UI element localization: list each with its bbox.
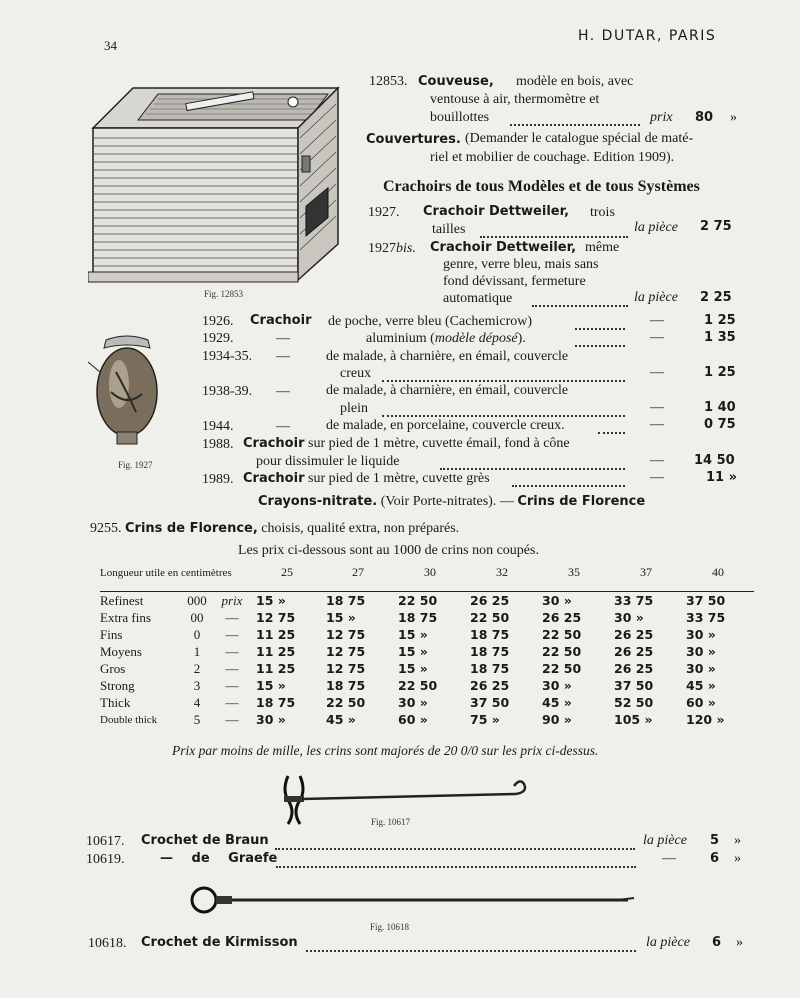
- price-cell: 45 »: [542, 695, 572, 710]
- price-cell: 22 50: [326, 695, 366, 710]
- couvertures-name: Couvertures.: [366, 132, 461, 147]
- price-cell: 11 25: [256, 644, 296, 659]
- price-cell: 45 »: [326, 712, 356, 727]
- table-row: [100, 694, 754, 711]
- price-cell: 12 75: [326, 661, 366, 676]
- item-1926-dash: —: [650, 313, 664, 328]
- crachoir-1927-line1: trois: [590, 205, 615, 220]
- price-cell: 22 50: [542, 644, 582, 659]
- price-cell: 22 50: [398, 678, 438, 693]
- crochet-kirmisson-illustration: [188, 884, 638, 918]
- crayons-name2: Crins de Florence: [517, 494, 646, 509]
- crochet-10618-suffix: »: [736, 935, 743, 950]
- table-row: [100, 592, 754, 610]
- price-cell: 30 »: [542, 678, 572, 693]
- crochet-10619-name: — de Graefe: [160, 851, 278, 866]
- price-cell: 22 50: [542, 661, 582, 676]
- item-1938-name: —: [276, 384, 290, 399]
- couveuse-line3: bouillottes: [430, 110, 490, 125]
- price-cell: 18 75: [398, 610, 438, 625]
- length-header: 32: [496, 565, 508, 579]
- grade-mark: —: [225, 643, 239, 659]
- crachoir-1927bis-line3: fond dévissant, fermeture: [443, 274, 586, 289]
- price-cell: 26 25: [470, 593, 510, 608]
- table-row: [100, 643, 754, 660]
- length-header: 40: [712, 565, 724, 579]
- crochet-10618-ref: 10618.: [88, 936, 127, 951]
- grade-number: 1: [193, 643, 201, 659]
- crachoirs-title: Crachoirs de tous Modèles et de tous Systèmes: [383, 178, 700, 195]
- crayons-desc: (Voir Porte-nitrates).: [380, 494, 497, 509]
- length-header: 25: [281, 565, 293, 579]
- col-label: Longueur utile en centimètres: [100, 566, 232, 579]
- leader-dots: [275, 848, 635, 850]
- grade-number: 000: [187, 592, 207, 608]
- item-1934-price: 1 25: [704, 365, 736, 380]
- crochet-10618-unit: la pièce: [646, 935, 690, 950]
- price-cell: 15 »: [398, 661, 428, 676]
- couveuse-price-suffix: »: [730, 110, 737, 125]
- crachoir-1927-unit: la pièce: [634, 220, 678, 235]
- crayons-line: [258, 494, 645, 510]
- grade-number: 2: [193, 660, 201, 676]
- price-cell: 18 75: [256, 695, 296, 710]
- price-cell: 26 25: [614, 661, 654, 676]
- price-cell: 22 50: [470, 610, 510, 625]
- grade-mark: —: [225, 677, 239, 693]
- price-cell: 12 75: [326, 644, 366, 659]
- crochet-10619-unit: —: [662, 851, 676, 866]
- item-1934-desc: de malade, à charnière, en émail, couvercle: [326, 349, 569, 364]
- price-cell: 30 »: [542, 593, 572, 608]
- crochet-10618-name: Crochet de Kirmisson: [141, 935, 298, 950]
- crins-price-table: [100, 564, 754, 728]
- crochet-10617-name: Crochet de Braun: [141, 833, 269, 848]
- price-cell: 15 »: [398, 627, 428, 642]
- couvertures-line1: (Demander le catalogue spécial de maté-: [465, 131, 694, 146]
- item-1988-dash: —: [650, 453, 664, 468]
- crochet-10617-unit: la pièce: [643, 833, 687, 848]
- item-1934-ref: 1934-35.: [202, 349, 253, 364]
- price-cell: 37 50: [614, 678, 654, 693]
- leader-dots: [306, 950, 636, 952]
- item-1929-name: —: [276, 331, 290, 346]
- leader-dots: [575, 345, 625, 347]
- price-cell: 22 50: [398, 593, 438, 608]
- item-1944-ref: 1944.: [202, 419, 234, 434]
- table-row: [100, 609, 754, 626]
- crachoir-1927bis-ref: 1927bis.: [368, 241, 416, 256]
- item-1989-ref: 1989.: [202, 472, 234, 487]
- price-cell: 52 50: [614, 695, 654, 710]
- item-1988-price: 14 50: [694, 453, 735, 468]
- crachoir-1927bis-unit: la pièce: [634, 290, 678, 305]
- crins-ref: 9255.: [90, 521, 122, 536]
- crins-line: [90, 521, 459, 537]
- price-cell: 37 50: [470, 695, 510, 710]
- item-1929-ref: 1929.: [202, 331, 234, 346]
- crochet-10619-ref: 10619.: [86, 852, 125, 867]
- length-header: 30: [424, 565, 436, 579]
- item-1988-ref: 1988.: [202, 437, 234, 452]
- price-cell: 11 25: [256, 661, 296, 676]
- crachoir-1927-ref: 1927.: [368, 205, 400, 220]
- price-cell: 33 75: [686, 610, 726, 625]
- crachoir-1927bis-line1: même: [585, 240, 620, 255]
- price-cell: 30 »: [686, 661, 716, 676]
- item-1944-desc: de malade, en porcelaine, couvercle creux.: [326, 418, 565, 433]
- price-cell: 18 75: [470, 661, 510, 676]
- price-cell: 18 75: [470, 644, 510, 659]
- grade-mark: —: [225, 694, 239, 710]
- item-1938-price: 1 40: [704, 400, 736, 415]
- price-cell: 90 »: [542, 712, 572, 727]
- couveuse-price: 80: [695, 110, 714, 125]
- grade-number: 5: [193, 711, 201, 727]
- grade-mark: —: [225, 626, 239, 642]
- crachoir-1927bis-line2: genre, verre bleu, mais sans: [443, 257, 599, 272]
- item-1944-dash: —: [650, 417, 664, 432]
- item-1938-ref: 1938-39.: [202, 384, 253, 399]
- grade-name: Refinest: [100, 592, 144, 608]
- crins-footnote: Prix par moins de mille, les crins sont majorés de 20 0/0 sur les prix ci-dessus.: [172, 743, 599, 758]
- leader-dots: [598, 432, 625, 434]
- price-cell: 26 25: [542, 610, 582, 625]
- couveuse-name: Couveuse,: [418, 74, 494, 89]
- table-row: [100, 677, 754, 694]
- caption-fig-12853: Fig. 12853: [204, 289, 244, 299]
- item-1926-price: 1 25: [704, 313, 736, 328]
- caption-fig-1927: Fig. 1927: [118, 460, 153, 470]
- item-1944-name: —: [276, 419, 290, 434]
- crochet-10617-ref: 10617.: [86, 834, 125, 849]
- item-1929-price: 1 35: [704, 330, 736, 345]
- crachoir-1927-name: Crachoir Dettweiler,: [423, 204, 570, 219]
- leader-dots: [382, 415, 625, 417]
- page-number: 34: [104, 38, 117, 53]
- table-row: [100, 660, 754, 677]
- price-cell: 22 50: [542, 627, 582, 642]
- grade-mark: prix: [221, 592, 243, 608]
- couvertures-line2: riel et mobilier de couchage. Edition 1909).: [430, 150, 675, 165]
- length-header: 37: [640, 565, 652, 579]
- grade-mark: —: [225, 660, 239, 676]
- leader-dots: [440, 468, 625, 470]
- crins-desc: choisis, qualité extra, non préparés.: [261, 521, 460, 536]
- couveuse-ref: 12853.: [369, 74, 408, 89]
- crochet-10619-suffix: »: [734, 851, 741, 866]
- crins-name: Crins de Florence,: [125, 521, 258, 536]
- leader-dots: [382, 380, 625, 382]
- couveuse-line2: ventouse à air, thermomètre et: [430, 92, 600, 107]
- pocket-spittoon-illustration: [86, 332, 168, 452]
- grade-name: Extra fins: [100, 609, 151, 625]
- price-cell: 75 »: [470, 712, 500, 727]
- grade-name: Moyens: [100, 643, 142, 659]
- item-1989-price: 11 »: [706, 470, 738, 485]
- price-cell: 30 »: [256, 712, 286, 727]
- grade-mark: —: [225, 609, 239, 625]
- price-cell: 60 »: [686, 695, 716, 710]
- price-cell: 11 25: [256, 627, 296, 642]
- item-1989-desc: sur pied de 1 mètre, cuvette grès: [308, 471, 490, 486]
- price-cell: 12 75: [256, 610, 296, 625]
- item-1989-dash: —: [650, 470, 664, 485]
- price-cell: 15 »: [398, 644, 428, 659]
- grade-name: Strong: [100, 677, 135, 693]
- grade-name: Double thick: [100, 713, 158, 726]
- item-1934-desc2: creux: [340, 366, 372, 381]
- leader-dots: [532, 305, 628, 307]
- crachoir-1927bis-line4: automatique: [443, 291, 513, 306]
- price-cell: 18 75: [326, 678, 366, 693]
- crochet-10618-price: 6: [712, 935, 722, 950]
- price-cell: 26 25: [614, 627, 654, 642]
- grade-name: Gros: [100, 660, 126, 676]
- crachoir-1927bis-price: 2 25: [700, 290, 732, 305]
- price-cell: 15 »: [256, 678, 286, 693]
- price-cell: 33 75: [614, 593, 654, 608]
- item-1926-desc: de poche, verre bleu (Cachemicrow): [328, 314, 533, 329]
- item-1938-dash: —: [650, 400, 664, 415]
- item-1929-dash: —: [650, 330, 664, 345]
- crochet-10617-suffix: »: [734, 833, 741, 848]
- grade-number: 4: [193, 694, 201, 710]
- publisher-header: H. DUTAR, PARIS: [578, 28, 717, 44]
- crachoir-1927-line2: tailles: [432, 222, 466, 237]
- leader-dots: [276, 866, 636, 868]
- item-1926-name: Crachoir: [250, 313, 312, 328]
- price-cell: 18 75: [326, 593, 366, 608]
- price-cell: 120 »: [686, 712, 725, 727]
- price-cell: 60 »: [398, 712, 428, 727]
- price-cell: 15 »: [256, 593, 286, 608]
- item-1938-desc2: plein: [340, 401, 368, 416]
- leader-dots: [575, 328, 625, 330]
- grade-mark: —: [225, 711, 239, 727]
- crayons-sep: —: [499, 494, 514, 509]
- leader-dots: [512, 485, 625, 487]
- length-header: 27: [352, 565, 364, 579]
- item-1988-desc: sur pied de 1 mètre, cuvette émail, fond à cône: [308, 436, 570, 451]
- price-cell: 30 »: [686, 627, 716, 642]
- item-1934-name: —: [276, 349, 290, 364]
- grade-number: 0: [193, 626, 201, 642]
- caption-fig-10618: Fig. 10618: [370, 922, 410, 932]
- couveuse-line1: modèle en bois, avec: [516, 74, 634, 89]
- caption-fig-10617: Fig. 10617: [371, 817, 411, 827]
- item-1989-name: Crachoir: [243, 471, 305, 486]
- price-cell: 15 »: [326, 610, 356, 625]
- item-1938-desc: de malade, à charnière, en émail, couvercle: [326, 383, 569, 398]
- price-cell: 105 »: [614, 712, 653, 727]
- grade-name: Fins: [100, 626, 123, 642]
- price-cell: 30 »: [614, 610, 644, 625]
- grade-number: 00: [190, 609, 204, 625]
- price-cell: 18 75: [470, 627, 510, 642]
- crins-note: Les prix ci-dessous sont au 1000 de crins non coupés.: [238, 543, 539, 558]
- incubator-illustration: [88, 84, 346, 288]
- leader-dots: [510, 124, 640, 126]
- crachoir-1927-price: 2 75: [700, 219, 732, 234]
- crayons-name: Crayons-nitrate.: [258, 494, 378, 509]
- table-row: [100, 626, 754, 643]
- item-1944-price: 0 75: [704, 417, 736, 432]
- crachoir-1927bis-name: Crachoir Dettweiler,: [430, 240, 577, 255]
- grade-name: Thick: [100, 694, 131, 710]
- price-cell: 30 »: [398, 695, 428, 710]
- item-1988-desc2: pour dissimuler le liquide: [256, 454, 400, 469]
- price-cell: 26 25: [614, 644, 654, 659]
- item-1926-ref: 1926.: [202, 314, 234, 329]
- couveuse-prix-label: prix: [650, 110, 673, 125]
- item-1934-dash: —: [650, 365, 664, 380]
- price-cell: 26 25: [470, 678, 510, 693]
- price-cell: 30 »: [686, 644, 716, 659]
- price-cell: 12 75: [326, 627, 366, 642]
- table-row: [100, 711, 754, 728]
- item-1929-desc: aluminium (modèle déposé).: [366, 331, 526, 346]
- grade-number: 3: [193, 677, 201, 693]
- item-1988-name: Crachoir: [243, 436, 305, 451]
- price-cell: 45 »: [686, 678, 716, 693]
- crochet-10619-price: 6: [710, 851, 720, 866]
- crochet-10617-price: 5: [710, 833, 720, 848]
- leader-dots: [480, 236, 628, 238]
- price-cell: 37 50: [686, 593, 726, 608]
- length-header: 35: [568, 565, 580, 579]
